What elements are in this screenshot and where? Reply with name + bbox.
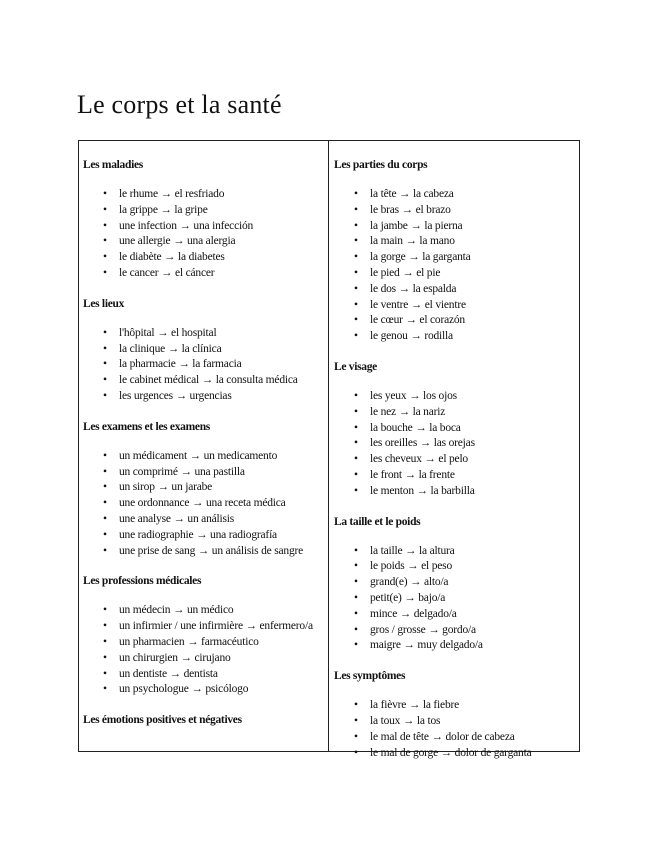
vocab-list: [334, 187, 575, 345]
vocab-item: • le genou → rodilla: [334, 329, 575, 345]
vocab-item: • la fièvre → la fiebre: [334, 698, 575, 714]
section-heading: Les examens et les examens: [83, 420, 210, 433]
vocab-item: • la jambe → la pierna: [334, 219, 575, 235]
vocab-item: • un chirurgien → cirujano: [83, 651, 324, 667]
vocab-item: • la bouche → la boca: [334, 421, 575, 437]
vocab-list: [83, 603, 324, 698]
section-heading: Le visage: [334, 360, 377, 373]
vocab-list: [334, 544, 575, 655]
vocab-item: • la pharmacie → la farmacia: [83, 357, 324, 373]
vocab-item: • le cancer → el cáncer: [83, 266, 324, 282]
vocab-item: • l'hôpital → el hospital: [83, 326, 324, 342]
vocab-item: • le poids → el peso: [334, 559, 575, 575]
vocab-item: • la grippe → la gripe: [83, 203, 324, 219]
section-heading: Les parties du corps: [334, 159, 428, 171]
vocab-item: • un médicament → un medicamento: [83, 449, 324, 465]
section-heading: Les professions médicales: [83, 575, 202, 588]
vocab-item: • le diabète → la diabetes: [83, 250, 324, 266]
vocab-item: • gros / grosse → gordo/a: [334, 623, 575, 639]
section-heading: Les symptômes: [334, 670, 406, 683]
vocab-item: • un comprimé → una pastilla: [83, 465, 324, 481]
vocabulary-table: [78, 140, 580, 759]
vocab-item: • la main → la mano: [334, 234, 575, 250]
vocab-item: • maigre → muy delgado/a: [334, 638, 575, 654]
vocab-item: • le dos → la espalda: [334, 282, 575, 298]
vocab-item: • le front → la frente: [334, 468, 575, 484]
vocab-item: • la clinique → la clínica: [83, 342, 324, 358]
vocab-item: • les oreilles → las orejas: [334, 436, 575, 452]
vocab-item: • une allergie → una alergia: [83, 234, 324, 250]
vocab-item: • un sirop → un jarabe: [83, 480, 324, 496]
vocab-item: • une infection → una infección: [83, 219, 324, 235]
vocab-item: • le rhume → el resfriado: [83, 187, 324, 203]
vocab-item: • un pharmacien → farmacéutico: [83, 635, 324, 651]
section-heading: Les émotions positives et négatives: [83, 714, 242, 727]
vocab-item: • un infirmier / une infirmière → enfermero/a: [83, 619, 324, 635]
vocab-item: • le ventre → el vientre: [334, 298, 575, 314]
vocab-item: • grand(e) → alto/a: [334, 575, 575, 591]
vocab-list: [83, 326, 324, 405]
vocab-item: • un médecin → un médico: [83, 603, 324, 619]
vocab-item: • une analyse → un análisis: [83, 512, 324, 528]
vocab-item: • le pied → el pie: [334, 266, 575, 282]
vocab-item: • le cœur → el corazón: [334, 313, 575, 329]
vocab-item: • une prise de sang → un análisis de sangre: [83, 544, 324, 560]
vocab-item: • un dentiste → dentista: [83, 667, 324, 683]
vocab-item: • le bras → el brazo: [334, 203, 575, 219]
left-column: [79, 141, 329, 751]
vocab-item: • le cabinet médical → la consulta médica: [83, 373, 324, 389]
section-heading: La taille et le poids: [334, 515, 421, 528]
vocab-item: • les yeux → los ojos: [334, 389, 575, 405]
vocab-list: [334, 698, 575, 761]
section-heading: Les lieux: [83, 297, 125, 310]
vocab-list: [83, 449, 324, 560]
vocab-list: [334, 389, 575, 500]
vocab-list: [83, 187, 324, 282]
vocab-item: • les cheveux → el pelo: [334, 452, 575, 468]
vocab-item: • la taille → la altura: [334, 544, 575, 560]
vocab-item: • le mal de tête → dolor de cabeza: [334, 730, 575, 746]
vocab-item: • le menton → la barbilla: [334, 484, 575, 500]
vocab-item: • le mal de gorge → dolor de garganta: [334, 746, 575, 762]
vocab-item: • la gorge → la garganta: [334, 250, 575, 266]
vocab-item: • mince → delgado/a: [334, 607, 575, 623]
vocab-item: • la tête → la cabeza: [334, 187, 575, 203]
vocab-item: • une ordonnance → una receta médica: [83, 496, 324, 512]
vocab-item: • un psychologue → psicólogo: [83, 682, 324, 698]
right-column: [329, 141, 579, 759]
vocab-item: • petit(e) → bajo/a: [334, 591, 575, 607]
vocab-item: • une radiographie → una radiografía: [83, 528, 324, 544]
vocab-item: • les urgences → urgencias: [83, 389, 324, 405]
vocab-item: • le nez → la nariz: [334, 405, 575, 421]
vocab-item: • la toux → la tos: [334, 714, 575, 730]
section-heading: Les maladies: [83, 159, 143, 171]
page-title: Le corps et la santé: [77, 90, 282, 119]
